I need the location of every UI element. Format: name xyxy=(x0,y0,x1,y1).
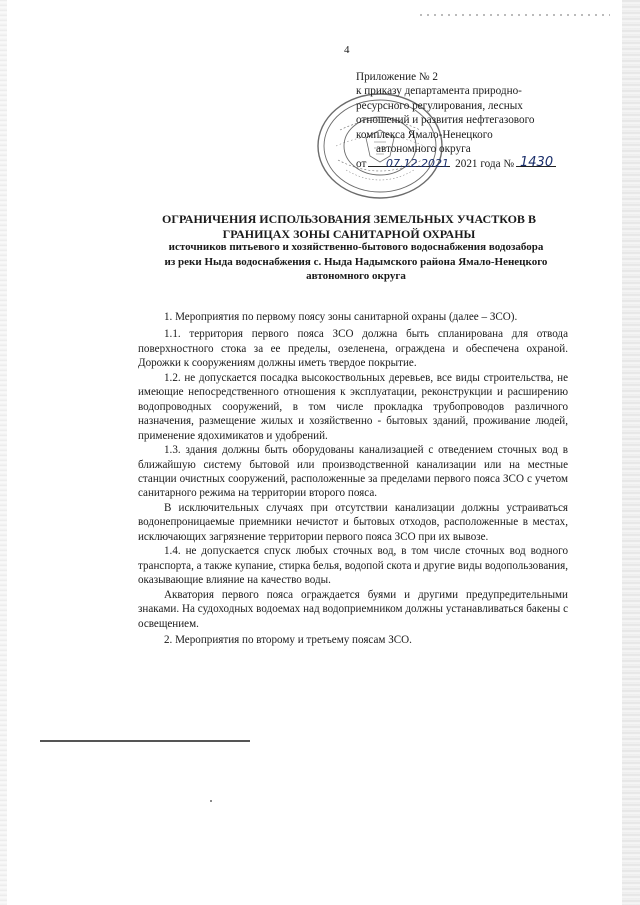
footnote-rule xyxy=(40,740,250,742)
handwritten-date: 07.12.2021 xyxy=(386,157,449,170)
year-text: 2021 года № xyxy=(455,158,515,171)
paragraph: 1.2. не допускается посадка высокоствольных деревьев, все виды строительства, не имеющие непосредственного отношения к эксплуатации, реконструкции и расширению водопроводных сооружений, в том числе прокладка трубопроводов различного назначения, размещение жилых и хозяйственно - бытовых зданий, проживание людей, применение ядохимикатов и удобрений. xyxy=(138,371,568,442)
appendix-line: Приложение № 2 xyxy=(356,71,438,83)
paragraph: Акватория первого пояса ограждается буями и другими предупредительными знаками. На судоходных водоемах над водоприемником должны устанавливаться бакены с освещением. xyxy=(138,588,568,630)
paragraph: 1.4. не допускается спуск любых сточных вод, в том числе сточных вод водного транспорта, а также купание, стирка белья, водопой скота и другие виды водопользования, оказывающие влияние на качество воды. xyxy=(138,545,568,587)
subtitle-line: из реки Ныда водоснабжения с. Ныда Надымского района Ямало-Ненецкого xyxy=(164,255,548,268)
paragraph: В исключительных случаях при отсутствии канализации должны устраиваться водонепроницаемые приемники нечистот и бытовых отходов, расположенные в местах, исключающих загрязнение территории первого пояса ЗСО при их вывозе. xyxy=(138,501,568,543)
appendix-line: отношений и развития нефтегазового xyxy=(356,114,535,127)
scan-speck xyxy=(210,800,212,802)
appendix-line: ресурсного регулирования, лесных xyxy=(356,99,523,112)
paragraph: 1. Мероприятия по первому поясу зоны санитарной охраны (далее – ЗСО). xyxy=(164,311,518,323)
subtitle-line: источников питьевого и хозяйственно-бытового водоснабжения водозабора xyxy=(168,241,544,253)
paragraph: 1.1. территория первого пояса ЗСО должна быть спланирована для отвода поверхностного стока за ее пределы, озеленена, ограждена и обеспечена охраной. Дорожки к сооружениям должны иметь твердое покрытие. xyxy=(138,328,568,370)
document-subtitle xyxy=(126,240,586,284)
scan-artifact-dots xyxy=(420,14,610,16)
title-line: ОГРАНИЧЕНИЯ ИСПОЛЬЗОВАНИЯ ЗЕМЕЛЬНЫХ УЧАСТКОВ В xyxy=(162,212,536,226)
title-line: ГРАНИЦАХ ЗОНЫ САНИТАРНОЙ ОХРАНЫ xyxy=(222,226,476,241)
handwritten-number: 1430 xyxy=(520,155,554,170)
scan-edge-left xyxy=(0,0,7,905)
scan-edge-right xyxy=(622,0,640,905)
appendix-line: автономного округа xyxy=(376,143,471,156)
subtitle-line: автономного округа xyxy=(306,270,406,283)
date-prefix: от xyxy=(356,158,367,171)
paragraph: 2. Мероприятия по второму и третьему поясам ЗСО. xyxy=(164,633,412,646)
document-title xyxy=(150,212,548,241)
appendix-line: комплекса Ямало-Ненецкого xyxy=(356,128,493,141)
page-number: 4 xyxy=(344,44,350,56)
document-body xyxy=(138,310,568,647)
appendix-line: к приказу департамента природно- xyxy=(356,85,522,98)
paragraph: 1.3. здания должны быть оборудованы канализацией с отведением сточных вод в ближайшую систему бытовой или производственной канализации или на местные станции очистных сооружений, расположенные за пределами первого пояса ЗСО с учетом санитарного режима на территории второго пояса. xyxy=(138,444,568,500)
